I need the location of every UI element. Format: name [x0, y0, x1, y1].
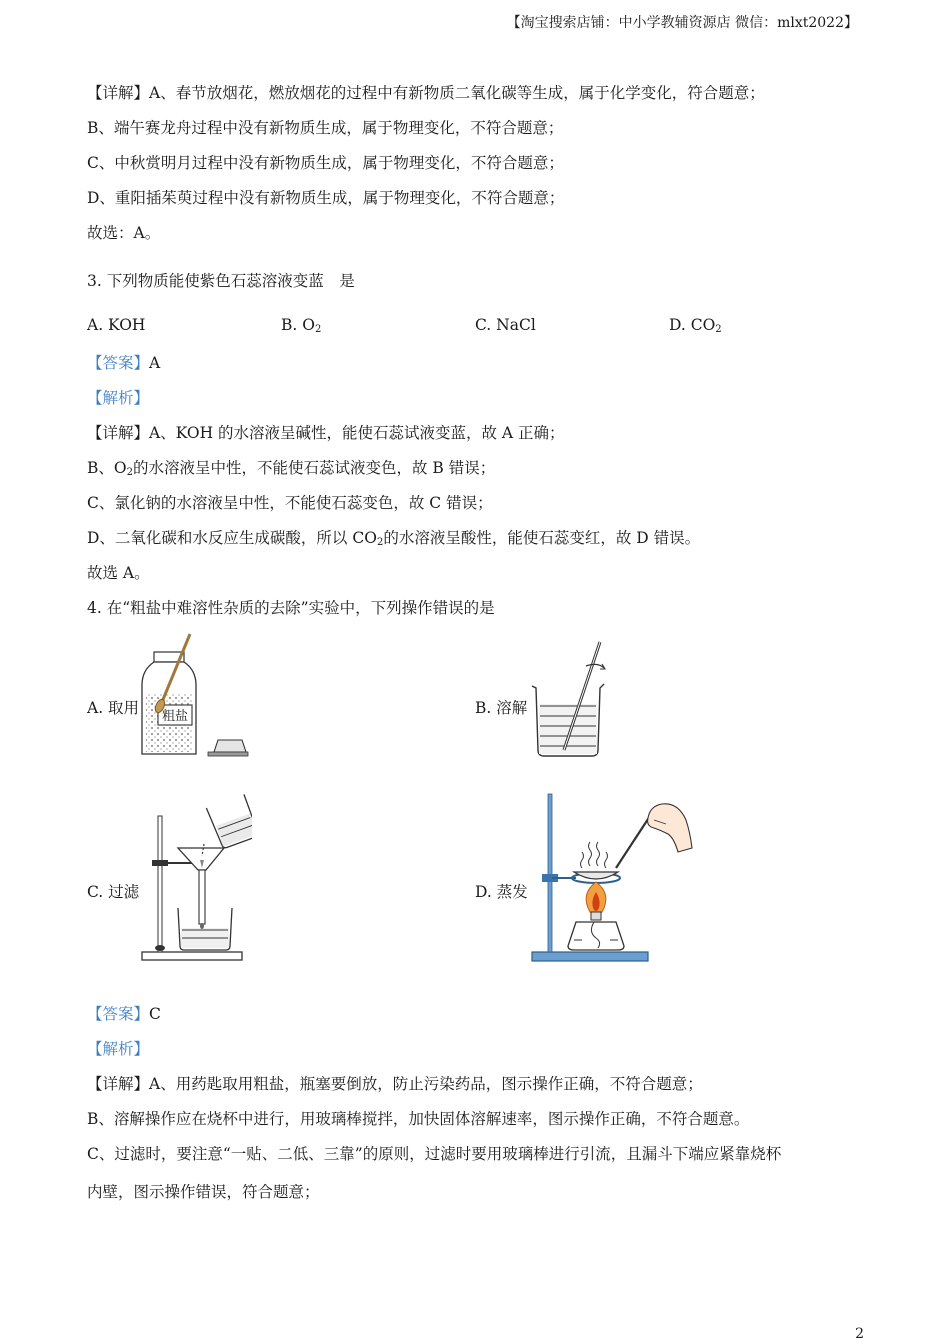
q3-option-b: B. $O_2$	[281, 316, 322, 335]
q3-option-d: D. $CO_2$	[669, 316, 722, 335]
steam-icon	[581, 842, 608, 868]
q4-stem: 4. 在“粗盐中难溶性杂质的去除”实验中，下列操作错误的是	[87, 599, 495, 617]
page-header: 【淘宝搜索店铺：中小学教辅资源店 微信：mlxt2022】	[506, 15, 858, 31]
q4-detail-a: 【详解】A、用药匙取用粗盐，瓶塞要倒放，防止污染药品，图示操作正确，不符合题意；	[87, 1075, 703, 1093]
stopper-icon	[208, 740, 248, 756]
q4-detail-c1: C、过滤时，要注意“一贴、二低、三靠”的原则，过滤时要用玻璃棒进行引流，且漏斗下端应紧靠烧杯	[87, 1145, 782, 1163]
q4-option-a: A. 取用	[87, 699, 140, 717]
q3-analysis-tag: 【解析】	[87, 389, 150, 407]
page-number: 2	[855, 1326, 864, 1342]
jar-label: 粗盐	[161, 709, 189, 724]
q3-detail-d: D、二氧化碳和水反应生成碳酸，所以 $CO_2$的水溶液呈酸性，能使石蕊变红，故 D 错误。	[87, 529, 701, 548]
q2-detail-d: D、重阳插茱萸过程中没有新物质生成，属于物理变化，不符合题意；	[87, 189, 565, 207]
q3-conclusion: 故选 A。	[87, 564, 150, 582]
q2-detail-c: C、中秋赏明月过程中没有新物质生成，属于物理变化，不符合题意；	[87, 154, 564, 172]
q2-detail-a: 【详解】A、春节放烟花，燃放烟花的过程中有新物质二氧化碳等生成，属于化学变化，符合题意；	[87, 84, 765, 102]
funnel-icon	[178, 848, 224, 924]
figure-d-evaporate	[528, 790, 698, 966]
figure-b-dissolve	[528, 638, 613, 760]
answer-tag: 【答案】	[87, 1005, 150, 1023]
q3-detail-a: 【详解】A、KOH 的水溶液呈碱性，能使石蕊试液变蓝，故 A 正确；	[87, 424, 565, 442]
figure-a-take-salt	[138, 630, 253, 760]
q4-detail-b: B、溶解操作应在烧杯中进行，用玻璃棒搅拌，加快固体溶解速率，图示操作正确，不符合题意。	[87, 1110, 750, 1128]
beaker-icon	[532, 684, 604, 756]
alcohol-lamp-icon	[568, 912, 624, 950]
q4-option-b: B. 溶解	[475, 699, 528, 717]
reagent-jar-icon	[142, 652, 196, 754]
q3-answer: 【答案】A	[87, 354, 161, 372]
q4-option-c: C. 过滤	[87, 883, 140, 901]
hand-icon	[648, 804, 692, 852]
q4-option-d: D. 蒸发	[475, 883, 528, 901]
q3-stem: 3. 下列物质能使紫色石蕊溶液变蓝 是	[87, 272, 355, 290]
flame-icon	[586, 882, 606, 915]
q4-analysis-tag: 【解析】	[87, 1040, 150, 1058]
q2-detail-b: B、端午赛龙舟过程中没有新物质生成，属于物理变化，不符合题意；	[87, 119, 564, 137]
q3-detail-b: B、$O_2$的水溶液呈中性，不能使石蕊试液变色，故 B 错误；	[87, 459, 496, 478]
pouring-beaker-icon	[206, 794, 252, 849]
evaporating-dish-icon	[574, 872, 618, 879]
q2-conclusion: 故选：A。	[87, 224, 161, 242]
q3-option-c: C. NaCl	[475, 316, 536, 334]
q3-option-a: A. KOH	[87, 316, 146, 334]
figure-c-filter	[140, 790, 252, 962]
answer-tag: 【答案】	[87, 354, 150, 372]
stirring-rod-icon	[616, 816, 650, 868]
q4-answer: 【答案】C	[87, 1005, 161, 1023]
q4-detail-c2: 内壁，图示操作错误，符合题意；	[87, 1183, 320, 1201]
q3-detail-c: C、氯化钠的水溶液呈中性，不能使石蕊变色，故 C 错误；	[87, 494, 493, 512]
